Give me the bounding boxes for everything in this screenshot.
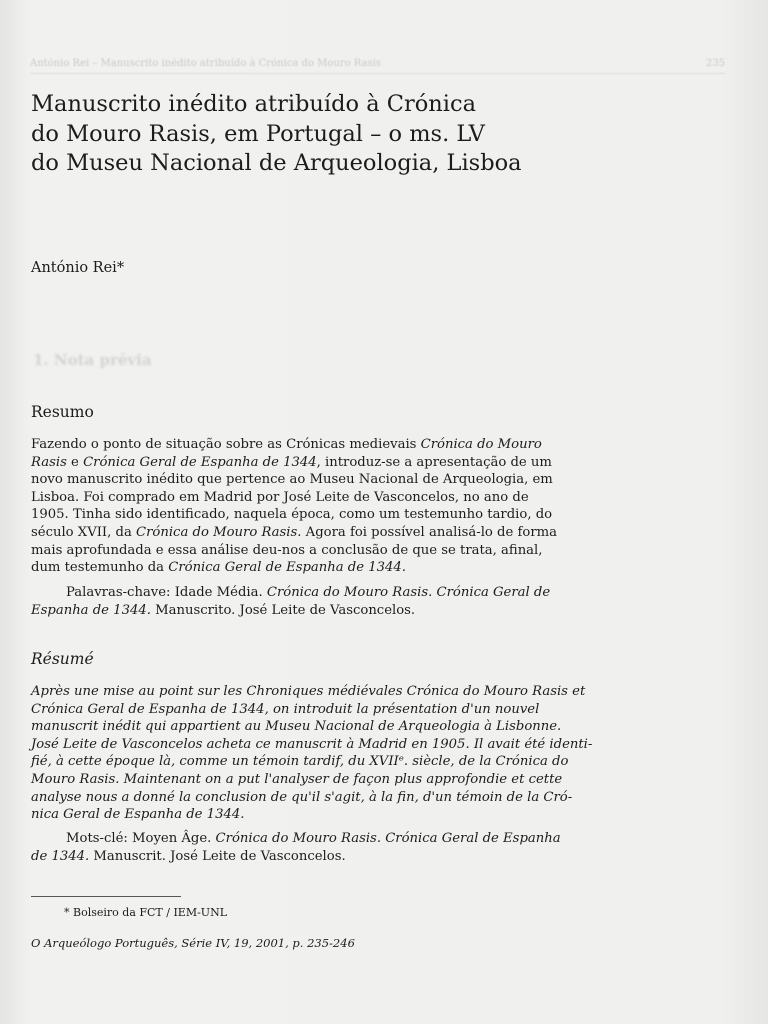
author: António Rei* xyxy=(31,260,125,276)
keywords-line: Mots-clé: Moyen Âge. Crónica do Mouro Rasis. Crónica Geral de Espanha xyxy=(66,831,561,846)
resume-heading: Résumé xyxy=(31,650,94,668)
keywords-line: Palavras-chave: Idade Média. Crónica do Mouro Rasis. Crónica Geral de xyxy=(66,585,551,600)
resumo-line: dum testemunho da Crónica Geral de Espanha de 1344. xyxy=(31,560,407,576)
footnote: * Bolseiro da FCT / IEM-UNL xyxy=(64,906,228,919)
bleed-through-head-text: António Rei – Manuscrito inédito atribuído à Crónica do Mouro Rasis xyxy=(30,58,381,69)
bleed-through-section: 1. Nota prévia xyxy=(33,351,152,369)
resumo-body xyxy=(31,436,657,577)
resume-line: nica Geral de Espanha de 1344. xyxy=(31,807,245,823)
resume-line: fié, à cette époque là, comme un témoin tardif, du XVIIᵉ. siècle, de la Crónica do xyxy=(31,754,569,770)
resumo-line: Fazendo o ponto de situação sobre as Crónicas medievais Crónica do Mouro xyxy=(31,437,542,452)
resume-line: Après une mise au point sur les Chroniques médiévales Crónica do Mouro Rasis et xyxy=(31,684,586,699)
title-line-1: Manuscrito inédito atribuído à Crónica xyxy=(31,91,477,117)
resumo-line: 1905. Tinha sido identificado, naquela época, como um testemunho tardio, do xyxy=(31,507,553,523)
resume-line: analyse nous a donné la conclusion de qu'il s'agit, à la fin, d'un témoin de la Cró- xyxy=(31,789,573,805)
title-line-2: do Mouro Rasis, em Portugal – o ms. LV xyxy=(31,120,485,147)
resume-line: Crónica Geral de Espanha de 1344, on introduit la présentation d'un nouvel xyxy=(31,701,540,717)
resumo-line: novo manuscrito inédito que pertence ao Museu Nacional de Arqueologia, em xyxy=(31,472,553,488)
resumo-keywords xyxy=(31,584,657,619)
resume-line: José Leite de Vasconcelos acheta ce manuscrit à Madrid en 1905. Il avait été identi- xyxy=(31,736,593,752)
resumo-line: Rasis e Crónica Geral de Espanha de 1344, introduz-se a apresentação de um xyxy=(31,454,552,470)
keywords-line: de 1344. Manuscrit. José Leite de Vasconcelos. xyxy=(31,848,346,864)
journal-citation: O Arqueólogo Português, Série IV, 19, 2001, p. 235-246 xyxy=(31,936,355,950)
resumo-line: século XVII, da Crónica do Mouro Rasis. Agora foi possível analisá-lo de forma xyxy=(31,524,557,540)
article-title xyxy=(31,90,671,179)
resume-line: Mouro Rasis. Maintenant on a put l'analyser de façon plus approfondie et cette xyxy=(31,771,563,787)
resume-body xyxy=(31,683,657,824)
keywords-line: Espanha de 1344. Manuscrito. José Leite de Vasconcelos. xyxy=(31,602,416,618)
title-line-3: do Museu Nacional de Arqueologia, Lisboa xyxy=(31,150,522,176)
resumo-line: Lisboa. Foi comprado em Madrid por José Leite de Vasconcelos, no ano de xyxy=(31,489,529,505)
resumo-line: mais aprofundada e essa análise deu-nos a conclusão de que se trata, afinal, xyxy=(31,542,543,558)
resume-keywords xyxy=(31,830,657,865)
resumo-heading: Resumo xyxy=(31,403,94,421)
resume-line: manuscrit inédit qui appartient au Museu Nacional de Arqueologia à Lisbonne. xyxy=(31,719,562,735)
bleed-through-running-head xyxy=(30,58,725,74)
footnote-divider xyxy=(31,896,181,897)
bleed-through-page-number: 235 xyxy=(705,58,725,69)
